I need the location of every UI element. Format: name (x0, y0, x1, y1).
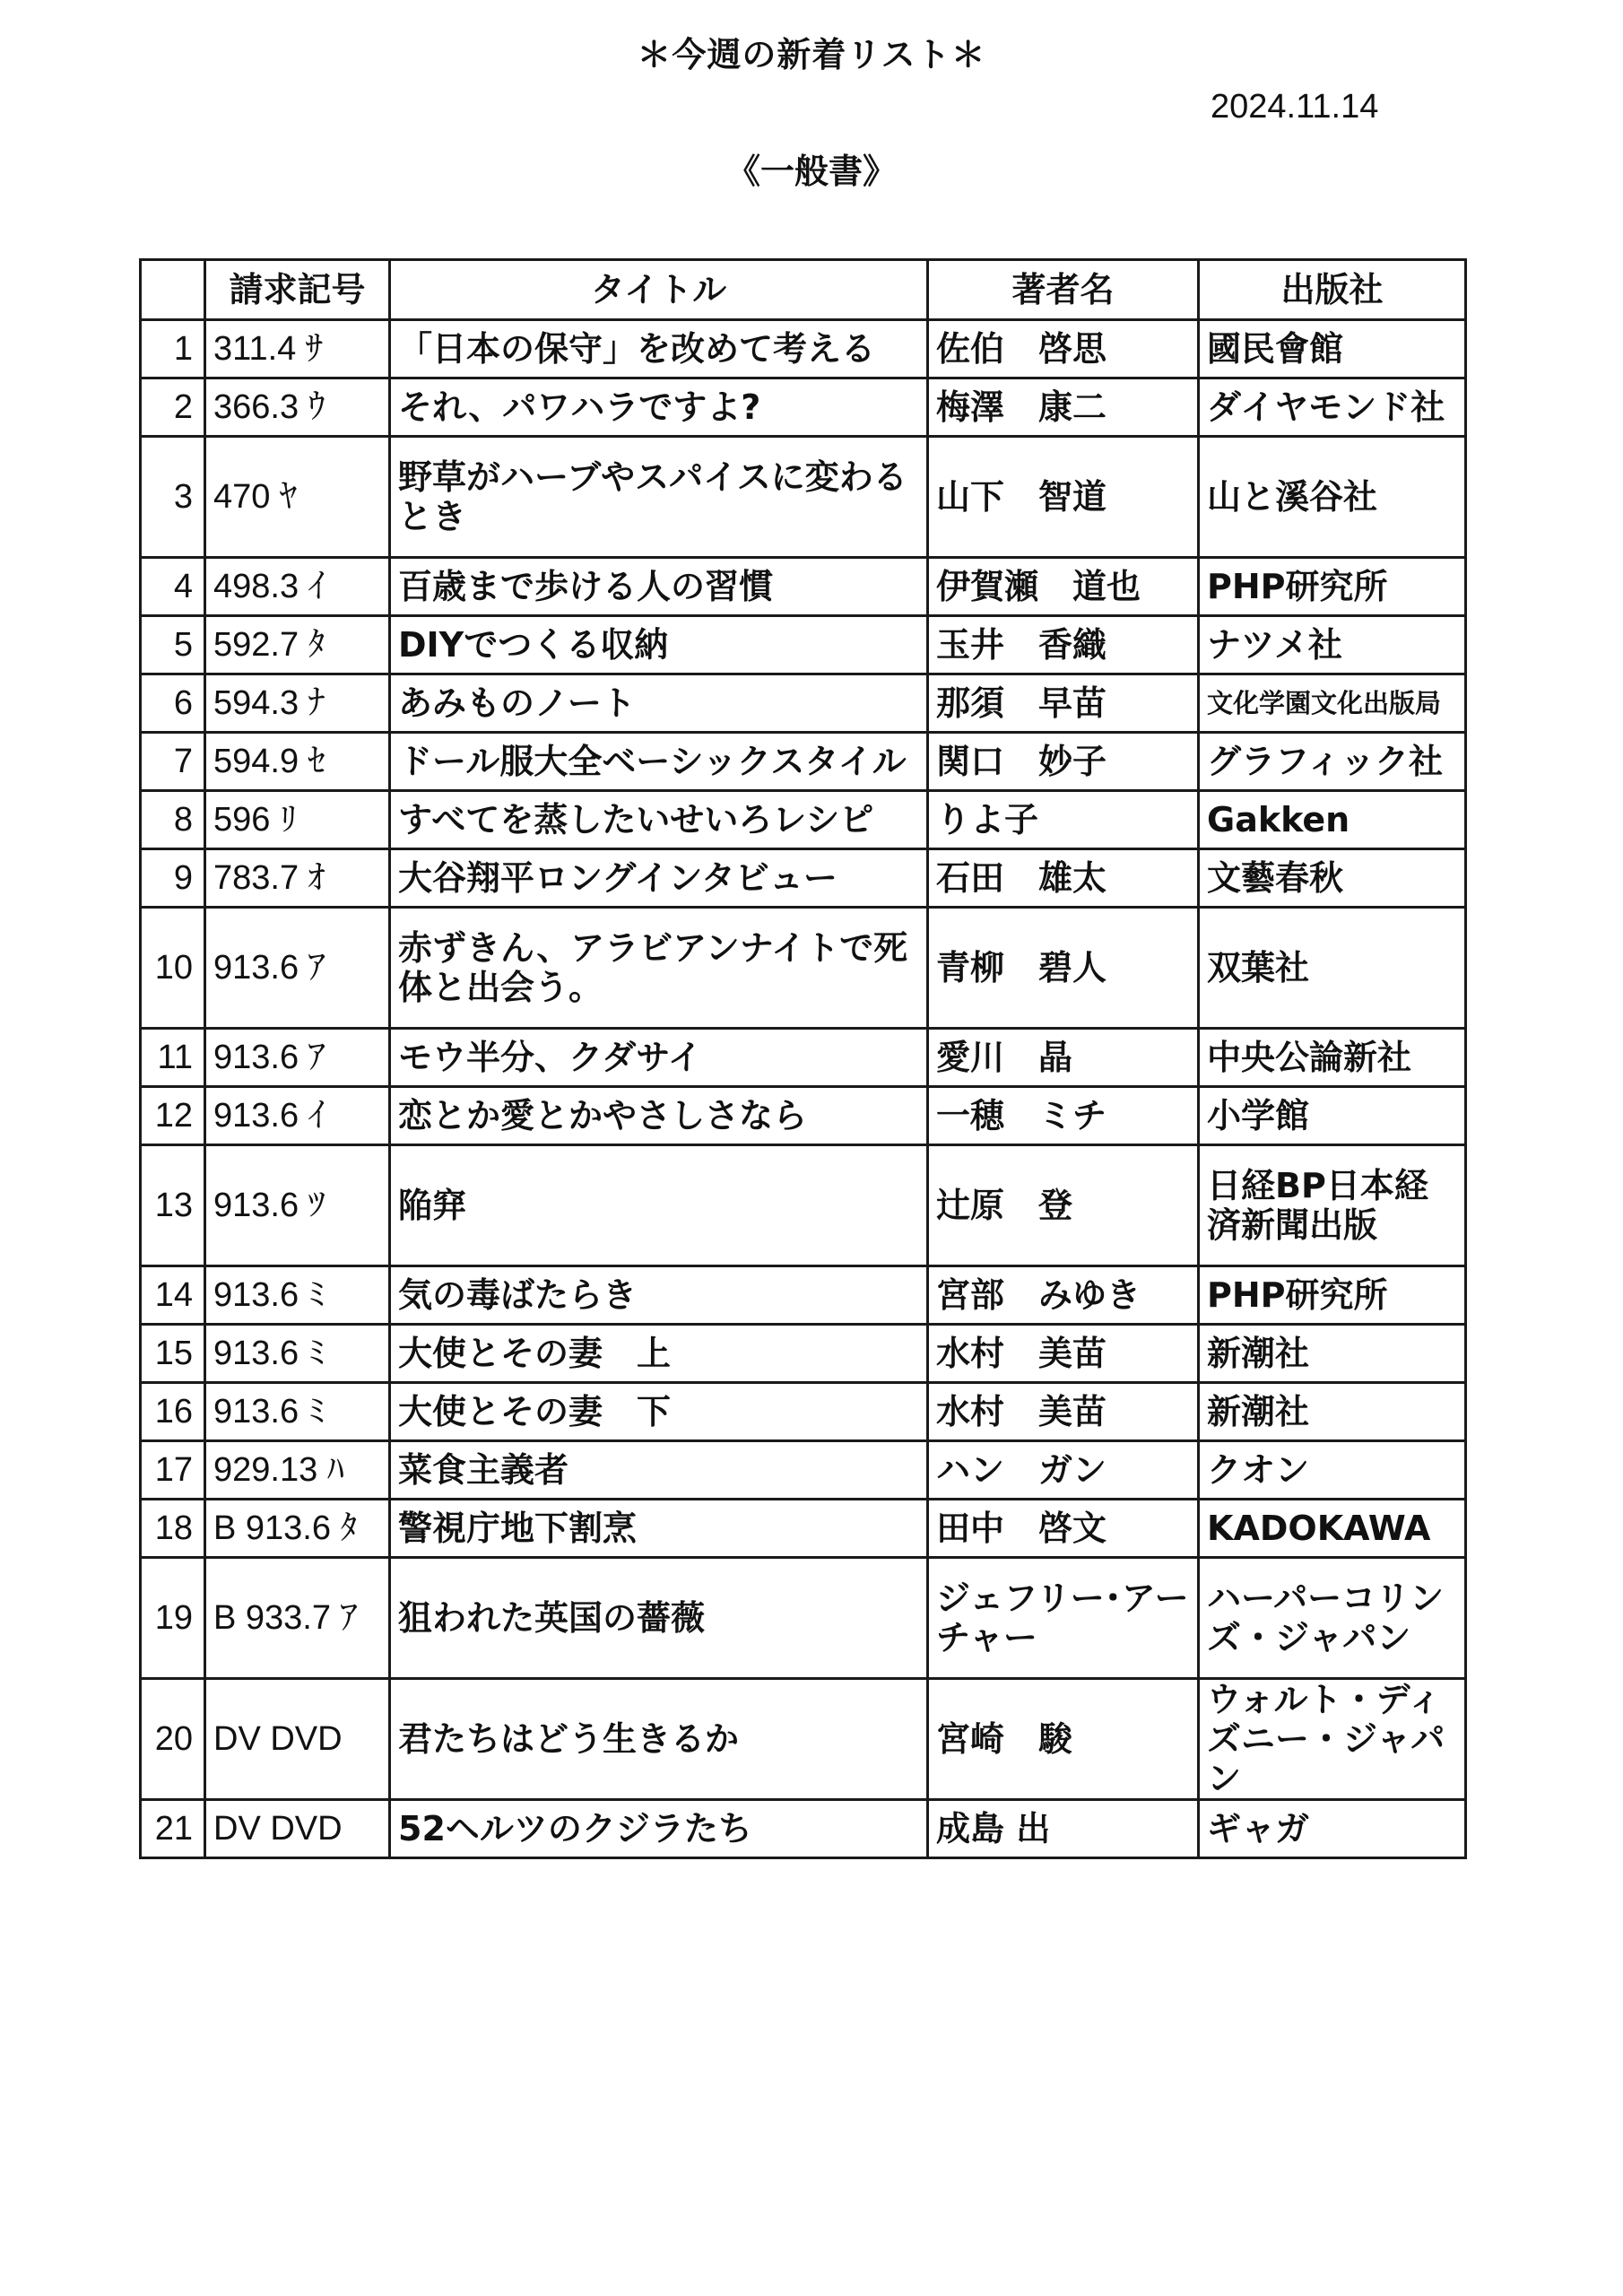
author: 水村 美苗 (928, 1383, 1199, 1441)
call-number: 783.7 ｵ (205, 849, 390, 908)
call-number: 366.3 ｳ (205, 378, 390, 437)
book-title: 大谷翔平ロングインタビュー (390, 849, 928, 908)
header-author: 著者名 (928, 260, 1199, 320)
publisher: ナツメ社 (1199, 616, 1466, 674)
call-number: 913.6 ｲ (205, 1087, 390, 1145)
table-row (141, 1800, 1466, 1858)
author: 愛川 晶 (928, 1029, 1199, 1087)
call-number: 594.3 ﾅ (205, 674, 390, 733)
call-number: 913.6 ｱ (205, 1029, 390, 1087)
book-title: 赤ずきん、アラビアンナイトで死体と出会う。 (390, 908, 928, 1029)
book-title: 大使とその妻 上 (390, 1325, 928, 1383)
call-number: 498.3 ｲ (205, 558, 390, 616)
header-publisher: 出版社 (1199, 260, 1466, 320)
new-arrivals-table (139, 258, 1467, 1859)
call-number: 596 ﾘ (205, 791, 390, 849)
book-title: 狙われた英国の薔薇 (390, 1558, 928, 1679)
row-number: 21 (141, 1800, 205, 1858)
call-number: 311.4 ｻ (205, 320, 390, 378)
table-row (141, 1500, 1466, 1558)
publisher: 日経BP日本経済新聞出版 (1199, 1145, 1466, 1266)
publisher: 双葉社 (1199, 908, 1466, 1029)
book-title: 百歳まで歩ける人の習慣 (390, 558, 928, 616)
publisher: 小学館 (1199, 1087, 1466, 1145)
call-number: 913.6 ﾂ (205, 1145, 390, 1266)
author: 佐伯 啓思 (928, 320, 1199, 378)
row-number: 11 (141, 1029, 205, 1087)
call-number: 913.6 ｱ (205, 908, 390, 1029)
author: ハン ガン (928, 1441, 1199, 1500)
table-row (141, 791, 1466, 849)
row-number: 1 (141, 320, 205, 378)
table-row (141, 1383, 1466, 1441)
book-title: 恋とか愛とかやさしさなら (390, 1087, 928, 1145)
row-number: 5 (141, 616, 205, 674)
publisher: 新潮社 (1199, 1325, 1466, 1383)
call-number: B 913.6 ﾀ (205, 1500, 390, 1558)
row-number: 6 (141, 674, 205, 733)
row-number: 16 (141, 1383, 205, 1441)
call-number: 592.7 ﾀ (205, 616, 390, 674)
author: 青柳 碧人 (928, 908, 1199, 1029)
publisher: 文藝春秋 (1199, 849, 1466, 908)
publisher: 新潮社 (1199, 1383, 1466, 1441)
author: 梅澤 康二 (928, 378, 1199, 437)
table-row (141, 1029, 1466, 1087)
row-number: 15 (141, 1325, 205, 1383)
row-number: 19 (141, 1558, 205, 1679)
publisher: ギャガ (1199, 1800, 1466, 1858)
book-title: DIYでつくる収納 (390, 616, 928, 674)
section-heading: 《一般書》 (725, 152, 897, 191)
table-row (141, 616, 1466, 674)
call-number: B 933.7 ｱ (205, 1558, 390, 1679)
header-title: タイトル (390, 260, 928, 320)
table-row (141, 733, 1466, 791)
row-number: 3 (141, 437, 205, 558)
table-row (141, 1087, 1466, 1145)
book-title: 君たちはどう生きるか (390, 1679, 928, 1800)
header-number (141, 260, 205, 320)
author: 田中 啓文 (928, 1500, 1199, 1558)
publisher: ハーパーコリンズ・ジャパン (1199, 1558, 1466, 1679)
table-row (141, 849, 1466, 908)
row-number: 13 (141, 1145, 205, 1266)
book-title: あみものノート (390, 674, 928, 733)
row-number: 9 (141, 849, 205, 908)
table-row (141, 1558, 1466, 1679)
publisher: PHP研究所 (1199, 1266, 1466, 1325)
author: 那須 早苗 (928, 674, 1199, 733)
book-title: それ、パワハラですよ? (390, 378, 928, 437)
row-number: 14 (141, 1266, 205, 1325)
book-title: 警視庁地下割烹 (390, 1500, 928, 1558)
publisher: クオン (1199, 1441, 1466, 1500)
header-call-number: 請求記号 (205, 260, 390, 320)
table-row (141, 1266, 1466, 1325)
publisher: KADOKAWA (1199, 1500, 1466, 1558)
page-title: ＊今週の新着リスト＊ (637, 35, 986, 74)
publisher: PHP研究所 (1199, 558, 1466, 616)
publisher: 中央公論新社 (1199, 1029, 1466, 1087)
call-number: 913.6 ﾐ (205, 1383, 390, 1441)
book-title: 野草がハーブやスパイスに変わるとき (390, 437, 928, 558)
author: 玉井 香織 (928, 616, 1199, 674)
author: 石田 雄太 (928, 849, 1199, 908)
author: 山下 智道 (928, 437, 1199, 558)
document-date: 2024.11.14 (1211, 88, 1379, 126)
call-number: DV DVD (205, 1679, 390, 1800)
book-title: 大使とその妻 下 (390, 1383, 928, 1441)
table-row (141, 1441, 1466, 1500)
book-title: 52ヘルツのクジラたち (390, 1800, 928, 1858)
author: ジェフリー･アーチャー (928, 1558, 1199, 1679)
table-row (141, 908, 1466, 1029)
row-number: 2 (141, 378, 205, 437)
row-number: 17 (141, 1441, 205, 1500)
author: 伊賀瀬 道也 (928, 558, 1199, 616)
table-row (141, 674, 1466, 733)
call-number: 913.6 ﾐ (205, 1266, 390, 1325)
row-number: 18 (141, 1500, 205, 1558)
author: りよ子 (928, 791, 1199, 849)
row-number: 4 (141, 558, 205, 616)
call-number: 594.9 ｾ (205, 733, 390, 791)
book-title: 陥穽 (390, 1145, 928, 1266)
book-title: 「日本の保守」を改めて考える (390, 320, 928, 378)
row-number: 20 (141, 1679, 205, 1800)
table-row (141, 1679, 1466, 1800)
author: 成島 出 (928, 1800, 1199, 1858)
table-row (141, 437, 1466, 558)
row-number: 8 (141, 791, 205, 849)
book-title: ドール服大全ベーシックスタイル (390, 733, 928, 791)
author: 水村 美苗 (928, 1325, 1199, 1383)
author: 一穂 ミチ (928, 1087, 1199, 1145)
call-number: 470 ﾔ (205, 437, 390, 558)
table-row (141, 558, 1466, 616)
row-number: 10 (141, 908, 205, 1029)
call-number: 913.6 ﾐ (205, 1325, 390, 1383)
publisher: 國民會館 (1199, 320, 1466, 378)
book-title: 気の毒ばたらき (390, 1266, 928, 1325)
publisher: 山と溪谷社 (1199, 437, 1466, 558)
publisher: ダイヤモンド社 (1199, 378, 1466, 437)
author: 宮崎 駿 (928, 1679, 1199, 1800)
publisher: 文化学園文化出版局 (1199, 674, 1466, 733)
call-number: DV DVD (205, 1800, 390, 1858)
book-title: すべてを蒸したいせいろレシピ (390, 791, 928, 849)
publisher: Gakken (1199, 791, 1466, 849)
publisher: グラフィック社 (1199, 733, 1466, 791)
publisher: ウォルト・ディズニー・ジャパン (1199, 1679, 1466, 1800)
call-number: 929.13 ﾊ (205, 1441, 390, 1500)
table-row (141, 378, 1466, 437)
table-row (141, 1145, 1466, 1266)
author: 辻原 登 (928, 1145, 1199, 1266)
book-title: 菜食主義者 (390, 1441, 928, 1500)
table-header-row (141, 260, 1466, 320)
book-title: モウ半分、クダサイ (390, 1029, 928, 1087)
table-row (141, 320, 1466, 378)
table-row (141, 1325, 1466, 1383)
row-number: 7 (141, 733, 205, 791)
author: 関口 妙子 (928, 733, 1199, 791)
author: 宮部 みゆき (928, 1266, 1199, 1325)
row-number: 12 (141, 1087, 205, 1145)
